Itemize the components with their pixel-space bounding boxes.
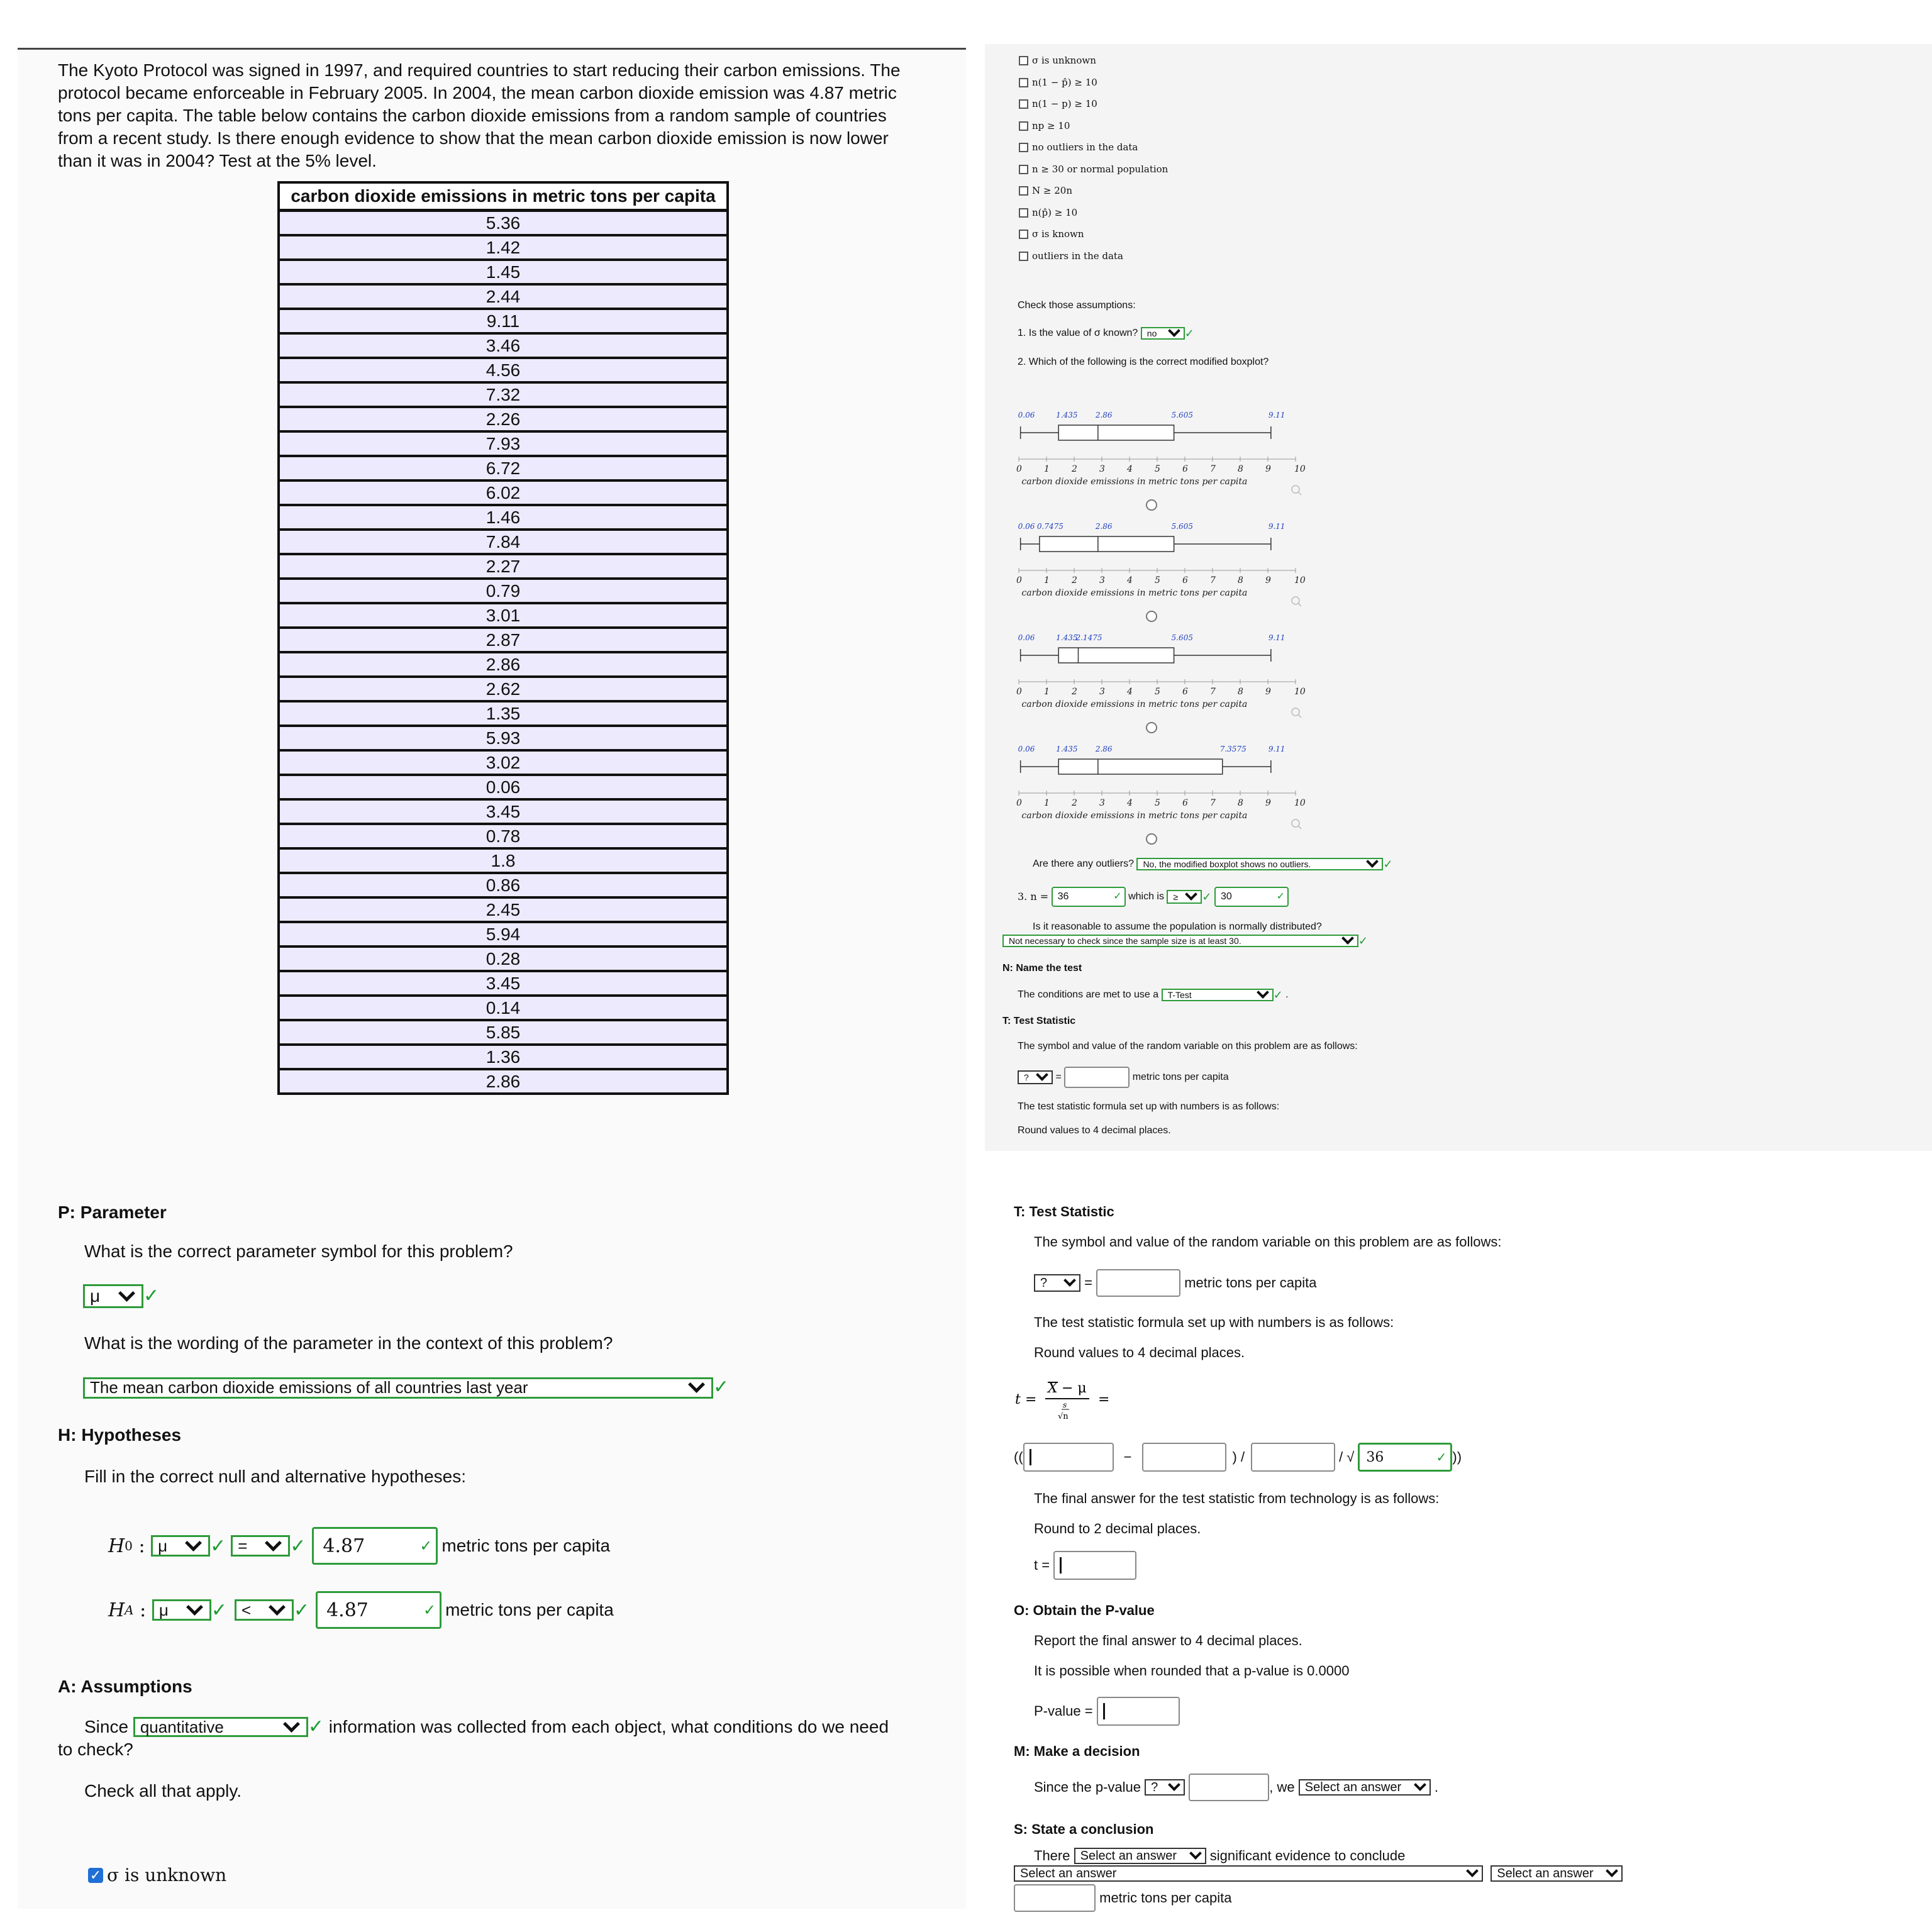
boxplot-box bbox=[1058, 648, 1174, 663]
test-type-select[interactable]: T-Test bbox=[1162, 989, 1274, 1001]
parameter-wording-select[interactable]: The mean carbon dioxide emissions of all countries last year bbox=[83, 1377, 713, 1399]
table-cell: 0.79 bbox=[279, 579, 728, 603]
table-cell: 1.46 bbox=[279, 505, 728, 530]
final-text: The final answer for the test statistic from technology is as follows: bbox=[1034, 1491, 1440, 1506]
assumptions-row-cont: to check? bbox=[58, 1740, 133, 1759]
table-row bbox=[279, 799, 728, 824]
svg-text:t: t bbox=[1015, 1392, 1021, 1407]
table-cell: 1.42 bbox=[279, 235, 728, 260]
assumption-option[interactable]: n ≥ 30 or normal population bbox=[1019, 163, 1168, 185]
boxplot-1[interactable] bbox=[1006, 409, 1308, 503]
svg-text:=: = bbox=[1025, 1392, 1037, 1407]
axis-tick-label: 0 bbox=[1016, 687, 1022, 697]
checkbox-checked-icon[interactable]: ✓ bbox=[88, 1868, 103, 1883]
checkbox-icon[interactable] bbox=[1019, 230, 1028, 239]
assumption-option[interactable]: no outliers in the data bbox=[1019, 141, 1168, 163]
table-row bbox=[279, 603, 728, 628]
table-cell: 5.94 bbox=[279, 922, 728, 947]
axis-tick-label: 0 bbox=[1016, 798, 1022, 808]
axis-tick-label: 4 bbox=[1127, 687, 1133, 697]
zoom-icon-handle bbox=[1298, 714, 1301, 718]
boxplot-value-label: 0.06 bbox=[1018, 745, 1035, 753]
table-cell: 6.02 bbox=[279, 480, 728, 505]
axis-title: carbon dioxide emissions in metric tons per capita bbox=[1021, 699, 1248, 709]
axis-tick-label: 4 bbox=[1127, 798, 1133, 808]
table-cell: 0.28 bbox=[279, 947, 728, 971]
table-row bbox=[279, 824, 728, 848]
axis-tick-label: 3 bbox=[1099, 687, 1105, 697]
axis-tick-label: 9 bbox=[1265, 798, 1271, 808]
table-row bbox=[279, 456, 728, 480]
round4-text-top: Round values to 4 decimal places. bbox=[1018, 1125, 1171, 1136]
table-row bbox=[279, 382, 728, 407]
conclusion-operator-select[interactable]: Select an answer bbox=[1491, 1865, 1623, 1882]
pvalue-heading: O: Obtain the P-value bbox=[1014, 1602, 1155, 1618]
boxplot-radio[interactable] bbox=[1146, 499, 1157, 511]
boxplot-3[interactable] bbox=[1006, 631, 1308, 726]
boxplot-box bbox=[1040, 536, 1174, 552]
normal-question: Is it reasonable to assume the population is normally distributed? bbox=[1033, 921, 1322, 932]
pvalue-input[interactable] bbox=[1097, 1697, 1180, 1726]
boxplot-4[interactable] bbox=[1006, 743, 1308, 837]
sigma-unknown-checkbox-row[interactable]: ✓ σ is unknown bbox=[88, 1864, 226, 1887]
compare-select[interactable]: ≥ bbox=[1167, 890, 1202, 904]
table-cell: 6.72 bbox=[279, 456, 728, 480]
boxplot-value-label: 0.06 bbox=[1018, 411, 1035, 419]
table-cell: 1.36 bbox=[279, 1045, 728, 1069]
boxplot-value-label: 5.605 bbox=[1171, 522, 1193, 531]
table-cell: 1.8 bbox=[279, 848, 728, 873]
table-row bbox=[279, 947, 728, 971]
parameter-symbol-question: What is the correct parameter symbol for this problem? bbox=[84, 1241, 513, 1261]
assumption-option[interactable]: N ≥ 20n bbox=[1019, 184, 1168, 206]
table-row bbox=[279, 897, 728, 922]
table-row bbox=[279, 1020, 728, 1045]
table-row bbox=[279, 701, 728, 726]
axis-tick-label: 2 bbox=[1072, 798, 1077, 808]
h0-operator-select[interactable]: = bbox=[231, 1535, 290, 1557]
parameter-symbol-select[interactable]: μ bbox=[83, 1284, 143, 1308]
table-row bbox=[279, 750, 728, 775]
assumption-option[interactable]: np ≥ 10 bbox=[1019, 119, 1168, 142]
table-row bbox=[279, 235, 728, 260]
assumption-option[interactable]: outliers in the data bbox=[1019, 250, 1168, 272]
check-icon: ✓ bbox=[143, 1285, 160, 1306]
sqrt-n-input[interactable]: 36 ✓ bbox=[1358, 1443, 1452, 1472]
svg-text:√n: √n bbox=[1058, 1412, 1069, 1421]
checkbox-icon[interactable] bbox=[1019, 78, 1028, 87]
table-cell: 2.87 bbox=[279, 628, 728, 652]
table-cell: 9.11 bbox=[279, 309, 728, 333]
axis-tick-label: 3 bbox=[1099, 464, 1105, 474]
report4-text: Report the final answer to 4 decimal places. bbox=[1034, 1633, 1302, 1648]
boxplot-value-label: 5.605 bbox=[1171, 411, 1193, 419]
check-icon: ✓ bbox=[210, 1535, 226, 1557]
test-stat-heading: T: Test Statistic bbox=[1014, 1204, 1114, 1219]
axis-title: carbon dioxide emissions in metric tons per capita bbox=[1021, 588, 1248, 598]
table-row bbox=[279, 996, 728, 1020]
table-cell: 2.86 bbox=[279, 652, 728, 677]
check-icon: ✓ bbox=[308, 1716, 324, 1737]
pvalue-compare-select[interactable]: ? bbox=[1145, 1779, 1185, 1796]
formula-inputs-row: (( − ) / / √ 36 ✓ )) bbox=[1014, 1443, 1462, 1472]
axis-tick-label: 1 bbox=[1044, 687, 1050, 697]
axis-tick-label: 6 bbox=[1182, 575, 1188, 586]
table-row bbox=[279, 260, 728, 284]
axis-tick-label: 0 bbox=[1016, 464, 1022, 474]
boxplot-value-label: 1.435 bbox=[1056, 745, 1078, 753]
assumptions-heading: A: Assumptions bbox=[58, 1677, 192, 1696]
name-test-heading: N: Name the test bbox=[1002, 963, 1082, 974]
boxplot-value-label: 9.11 bbox=[1268, 745, 1285, 753]
hypotheses-instruction: Fill in the correct null and alternative hypotheses: bbox=[84, 1467, 466, 1486]
boxplot-box bbox=[1058, 425, 1174, 440]
h0-symbol-select[interactable]: μ bbox=[151, 1535, 210, 1557]
sigma-known-row: 1. Is the value of σ known? no ✓ bbox=[1018, 327, 1194, 340]
table-row bbox=[279, 333, 728, 358]
axis-tick-label: 4 bbox=[1127, 464, 1133, 474]
outliers-row: Are there any outliers? No, the modified boxplot shows no outliers. ✓ bbox=[1033, 858, 1393, 870]
ts-value-input[interactable] bbox=[1096, 1269, 1180, 1297]
normal-select[interactable]: Not necessary to check since the sample size is at least 30. bbox=[1002, 935, 1358, 947]
table-cell: 2.44 bbox=[279, 284, 728, 309]
table-cell: 2.26 bbox=[279, 407, 728, 431]
zoom-icon-handle bbox=[1298, 492, 1301, 495]
conclusion-value-row: metric tons per capita bbox=[1014, 1884, 1231, 1912]
axis-tick-label: 6 bbox=[1182, 798, 1188, 808]
checkbox-icon[interactable] bbox=[1019, 252, 1028, 261]
assumption-option[interactable]: n(1 − p̂) ≥ 10 bbox=[1019, 76, 1168, 98]
problem-statement: The Kyoto Protocol was signed in 1997, and required countries to start reducing their carbon emissions. The protocol became enforceable in February 2005. In 2004, the mean carbon dioxide emission was 4.87 metric tons per capita. The table below contains the carbon dioxide emissions from a random sample of countries from a recent study. Is there enough evidence to show that the mean carbon dioxide emission is now lower than it was in 2004? Test at the 5% level. bbox=[58, 60, 901, 170]
table-row bbox=[279, 554, 728, 579]
table-cell: 1.45 bbox=[279, 260, 728, 284]
table-row bbox=[279, 211, 728, 236]
conclusion-parameter-select[interactable]: Select an answer bbox=[1014, 1865, 1483, 1882]
table-cell: 0.06 bbox=[279, 775, 728, 799]
axis-tick-label: 5 bbox=[1155, 798, 1160, 808]
decision-select[interactable]: Select an answer bbox=[1299, 1779, 1431, 1796]
boxplot-value-label: 2.1475 bbox=[1075, 633, 1102, 642]
ts-value-input-top[interactable] bbox=[1064, 1067, 1130, 1088]
table-cell: 3.45 bbox=[279, 971, 728, 996]
h0-value-input[interactable]: 4.87 ✓ bbox=[312, 1527, 438, 1565]
axis-title: carbon dioxide emissions in metric tons per capita bbox=[1021, 477, 1248, 487]
table-cell: 2.62 bbox=[279, 677, 728, 701]
boxplot-value-label: 9.11 bbox=[1268, 522, 1285, 531]
table-cell: 2.86 bbox=[279, 1069, 728, 1094]
boxplot-value-label: 9.11 bbox=[1268, 411, 1285, 419]
table-cell: 3.01 bbox=[279, 603, 728, 628]
decision-heading: M: Make a decision bbox=[1014, 1743, 1140, 1759]
assumption-option[interactable]: σ is unknown bbox=[1019, 54, 1168, 76]
t-final-row: t = bbox=[1034, 1551, 1136, 1580]
boxplot-radio[interactable] bbox=[1146, 833, 1157, 845]
table-cell: 7.32 bbox=[279, 382, 728, 407]
table-cell: 0.14 bbox=[279, 996, 728, 1020]
table-cell: 2.45 bbox=[279, 897, 728, 922]
normal-row: Not necessary to check since the sample size is at least 30. ✓ bbox=[1002, 935, 1368, 947]
axis-tick-label: 5 bbox=[1155, 687, 1160, 697]
table-row bbox=[279, 873, 728, 897]
t-final-input[interactable] bbox=[1053, 1551, 1136, 1580]
axis-tick-label: 1 bbox=[1044, 798, 1050, 808]
boxplot-value-label: 1.435 bbox=[1056, 411, 1078, 419]
decision-row: Since the p-value ? , we Select an answer . bbox=[1034, 1774, 1438, 1801]
emissions-table bbox=[277, 181, 729, 1095]
conclusion-value-input[interactable] bbox=[1014, 1884, 1096, 1912]
table-row bbox=[279, 431, 728, 456]
table-cell: 3.02 bbox=[279, 750, 728, 775]
parameter-wording-question: What is the wording of the parameter in the context of this problem? bbox=[84, 1333, 613, 1353]
axis-tick-label: 10 bbox=[1294, 687, 1306, 697]
ts-symbol-text: The symbol and value of the random variable on this problem are as follows: bbox=[1034, 1234, 1502, 1250]
t-formula bbox=[1014, 1376, 1127, 1426]
svg-text:=: = bbox=[1098, 1392, 1110, 1407]
axis-tick-label: 1 bbox=[1044, 575, 1050, 586]
boxplot-value-label: 1.435 bbox=[1056, 633, 1078, 642]
ts-symbol-row: ? = metric tons per capita bbox=[1034, 1269, 1317, 1297]
zoom-icon-handle bbox=[1298, 826, 1301, 829]
ts-symbol-select-top[interactable]: ? bbox=[1018, 1070, 1053, 1084]
ha-symbol-select[interactable]: μ bbox=[152, 1599, 211, 1621]
table-row bbox=[279, 726, 728, 750]
checkbox-icon[interactable] bbox=[1019, 121, 1028, 131]
table-row bbox=[279, 971, 728, 996]
axis-tick-label: 0 bbox=[1016, 575, 1022, 586]
svg-text:X: X bbox=[1048, 1380, 1058, 1396]
axis-tick-label: 2 bbox=[1072, 687, 1077, 697]
boxplot-value-label: 2.86 bbox=[1095, 522, 1113, 531]
axis-tick-label: 8 bbox=[1238, 464, 1243, 474]
assumption-option[interactable]: n(p̂) ≥ 10 bbox=[1019, 206, 1168, 228]
table-row bbox=[279, 579, 728, 603]
table-row bbox=[279, 652, 728, 677]
table-row bbox=[279, 848, 728, 873]
table-row bbox=[279, 530, 728, 554]
checkbox-icon[interactable] bbox=[1019, 99, 1028, 109]
axis-tick-label: 9 bbox=[1265, 687, 1271, 697]
axis-tick-label: 8 bbox=[1238, 575, 1243, 586]
table-row bbox=[279, 1045, 728, 1069]
table-row bbox=[279, 1069, 728, 1094]
svg-text:s: s bbox=[1063, 1401, 1067, 1409]
formula-text-top: The test statistic formula set up with numbers is as follows: bbox=[1018, 1101, 1280, 1112]
axis-tick-label: 9 bbox=[1265, 464, 1271, 474]
assumption-option[interactable]: n(1 − p) ≥ 10 bbox=[1019, 97, 1168, 119]
check-icon: ✓ bbox=[211, 1599, 227, 1621]
round4-text: Round values to 4 decimal places. bbox=[1034, 1345, 1245, 1360]
table-row bbox=[279, 284, 728, 309]
svg-text:− μ: − μ bbox=[1062, 1380, 1087, 1396]
axis-tick-label: 8 bbox=[1238, 687, 1243, 697]
boxplot-options bbox=[1006, 409, 1308, 862]
conclusion-row-2 bbox=[1014, 1865, 1623, 1882]
test-type-row: The conditions are met to use a T-Test ✓ . bbox=[1018, 989, 1289, 1001]
table-row bbox=[279, 922, 728, 947]
table-row bbox=[279, 505, 728, 530]
boxplot-value-label: 5.605 bbox=[1171, 633, 1193, 642]
axis-tick-label: 3 bbox=[1099, 798, 1105, 808]
xbar-input[interactable] bbox=[1023, 1443, 1114, 1472]
axis-tick-label: 1 bbox=[1044, 464, 1050, 474]
alpha-input[interactable] bbox=[1189, 1774, 1269, 1801]
boxplot-value-label: 2.86 bbox=[1095, 745, 1113, 753]
thirty-input[interactable]: 30 ✓ bbox=[1214, 887, 1289, 907]
boxplot-value-label: 0.06 bbox=[1018, 633, 1035, 642]
ha-value-input[interactable]: 4.87 ✓ bbox=[316, 1591, 441, 1629]
parameter-heading: P: Parameter bbox=[58, 1202, 167, 1222]
assumption-option[interactable]: σ is known bbox=[1019, 228, 1168, 250]
axis-tick-label: 7 bbox=[1210, 575, 1216, 586]
table-cell: 0.86 bbox=[279, 873, 728, 897]
checkbox-icon[interactable] bbox=[1019, 165, 1028, 174]
axis-tick-label: 5 bbox=[1155, 575, 1160, 586]
axis-tick-label: 9 bbox=[1265, 575, 1271, 586]
checkbox-icon[interactable] bbox=[1019, 143, 1028, 152]
boxplot-radio[interactable] bbox=[1146, 722, 1157, 733]
possible-text: It is possible when rounded that a p-value is 0.0000 bbox=[1034, 1663, 1350, 1679]
outliers-select[interactable]: No, the modified boxplot shows no outliers. bbox=[1136, 858, 1383, 870]
axis-tick-label: 6 bbox=[1182, 464, 1188, 474]
boxplot-value-label: 0.06 bbox=[1018, 522, 1035, 531]
ts-symbol-select[interactable]: ? bbox=[1034, 1274, 1080, 1292]
boxplot-value-label: 9.11 bbox=[1268, 633, 1285, 642]
checkbox-icon[interactable] bbox=[1019, 186, 1028, 196]
axis-tick-label: 3 bbox=[1099, 575, 1105, 586]
table-cell: 5.93 bbox=[279, 726, 728, 750]
table-row bbox=[279, 480, 728, 505]
axis-tick-label: 10 bbox=[1294, 798, 1306, 808]
assumptions-row: Since quantitative ✓ information was collected from each object, what conditions do we need bbox=[84, 1716, 889, 1737]
table-cell: 3.46 bbox=[279, 333, 728, 358]
table-cell: 1.35 bbox=[279, 701, 728, 726]
axis-tick-label: 2 bbox=[1072, 464, 1077, 474]
null-hypothesis-row: H 0 : μ ✓ = ✓ 4.87 ✓ metric tons per capita bbox=[108, 1527, 610, 1565]
table-cell: 3.45 bbox=[279, 799, 728, 824]
assumption-options-list bbox=[1019, 54, 1168, 271]
axis-tick-label: 6 bbox=[1182, 687, 1188, 697]
zoom-icon-handle bbox=[1298, 603, 1301, 606]
checkbox-icon[interactable] bbox=[1019, 208, 1028, 218]
table-row bbox=[279, 775, 728, 799]
check-icon: ✓ bbox=[290, 1535, 306, 1557]
axis-tick-label: 10 bbox=[1294, 575, 1306, 586]
axis-tick-label: 8 bbox=[1238, 798, 1243, 808]
axis-tick-label: 2 bbox=[1072, 575, 1077, 586]
hypotheses-heading: H: Hypotheses bbox=[58, 1425, 182, 1445]
evidence-select[interactable]: Select an answer bbox=[1074, 1848, 1206, 1864]
sample-size-row: 3. n = 36 ✓ which is ≥ ✓ 30 ✓ bbox=[1018, 887, 1289, 907]
boxplot-box bbox=[1058, 759, 1223, 774]
table-row bbox=[279, 309, 728, 333]
table-row bbox=[279, 358, 728, 382]
data-type-select[interactable]: quantitative bbox=[133, 1717, 308, 1737]
table-cell: 5.36 bbox=[279, 211, 728, 236]
boxplot-value-label: 0.7475 bbox=[1036, 522, 1063, 531]
axis-tick-label: 7 bbox=[1210, 687, 1216, 697]
boxplot-value-label: 7.3575 bbox=[1219, 745, 1246, 753]
table-cell: 4.56 bbox=[279, 358, 728, 382]
table-cell: 7.84 bbox=[279, 530, 728, 554]
check-all-text: Check all that apply. bbox=[84, 1781, 242, 1801]
table-row bbox=[279, 677, 728, 701]
conclusion-heading: S: State a conclusion bbox=[1014, 1821, 1154, 1837]
axis-title: carbon dioxide emissions in metric tons per capita bbox=[1021, 811, 1248, 821]
n-input[interactable]: 36 ✓ bbox=[1052, 887, 1126, 907]
checkbox-icon[interactable] bbox=[1019, 56, 1028, 65]
mu-input[interactable] bbox=[1142, 1443, 1226, 1472]
table-cell: 0.78 bbox=[279, 824, 728, 848]
test-stat-heading-top: T: Test Statistic bbox=[1002, 1016, 1076, 1026]
check-icon: ✓ bbox=[713, 1377, 730, 1397]
axis-tick-label: 7 bbox=[1210, 464, 1216, 474]
axis-tick-label: 10 bbox=[1294, 464, 1306, 474]
boxplot-value-label: 2.86 bbox=[1095, 411, 1113, 419]
table-cell: 2.27 bbox=[279, 554, 728, 579]
table-cell: 5.85 bbox=[279, 1020, 728, 1045]
pvalue-row: P-value = bbox=[1034, 1697, 1180, 1726]
axis-tick-label: 5 bbox=[1155, 464, 1160, 474]
ha-operator-select[interactable]: < bbox=[235, 1599, 294, 1621]
sigma-known-select[interactable]: no bbox=[1141, 327, 1185, 340]
s-input[interactable] bbox=[1251, 1443, 1335, 1472]
axis-tick-label: 7 bbox=[1210, 798, 1216, 808]
conclusion-row: There Select an answer significant evidence to conclude bbox=[1034, 1848, 1406, 1863]
axis-tick-label: 4 bbox=[1127, 575, 1133, 586]
boxplot-radio[interactable] bbox=[1146, 611, 1157, 622]
table-header: carbon dioxide emissions in metric tons per capita bbox=[279, 182, 728, 211]
ts-symbol-text-top: The symbol and value of the random variable on this problem are as follows: bbox=[1018, 1041, 1358, 1052]
formula-text: The test statistic formula set up with numbers is as follows: bbox=[1034, 1314, 1394, 1330]
alt-hypothesis-row: H A : μ ✓ < ✓ 4.87 ✓ metric tons per capita bbox=[108, 1591, 614, 1629]
check-icon: ✓ bbox=[293, 1599, 310, 1621]
check-those-text: Check those assumptions: bbox=[1018, 300, 1136, 311]
table-row bbox=[279, 628, 728, 652]
round2-text: Round to 2 decimal places. bbox=[1034, 1521, 1201, 1536]
table-row bbox=[279, 407, 728, 431]
table-cell: 7.93 bbox=[279, 431, 728, 456]
boxplot-question: 2. Which of the following is the correct modified boxplot? bbox=[1018, 357, 1269, 367]
ts-symbol-row-top: ? = metric tons per capita bbox=[1018, 1067, 1229, 1088]
boxplot-2[interactable] bbox=[1006, 520, 1308, 614]
